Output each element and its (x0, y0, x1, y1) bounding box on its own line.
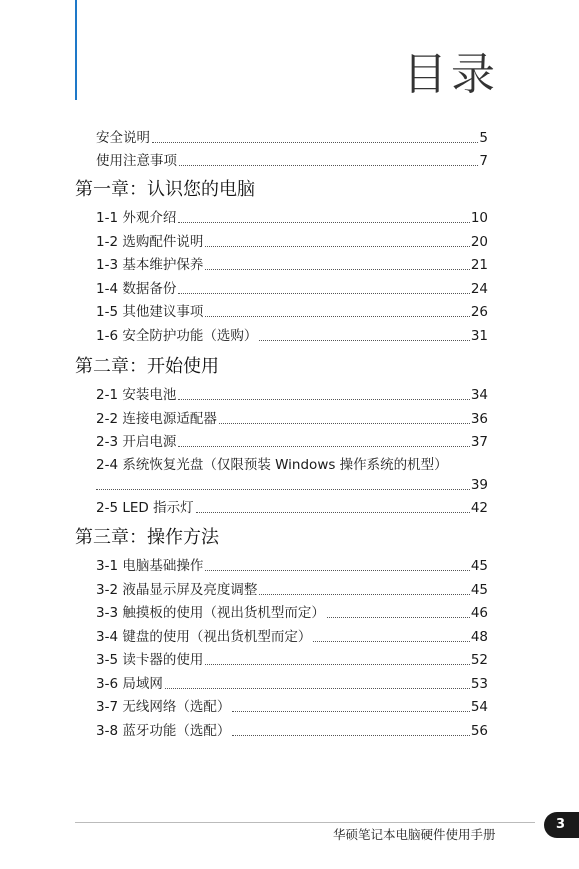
leader-dots (205, 570, 469, 571)
toc-entry-page: 54 (470, 699, 488, 715)
leader-dots (178, 222, 469, 223)
toc-entry[interactable] (96, 326, 488, 346)
toc-entry[interactable] (96, 232, 488, 252)
chapter-heading[interactable]: 第二章：开始使用 (75, 356, 219, 377)
toc-entry-page: 52 (470, 652, 488, 668)
toc-entry-label: 2-3 开启电源 (96, 434, 177, 450)
toc-entry-label: 3-1 电脑基础操作 (96, 558, 204, 574)
leader-dots (219, 423, 470, 424)
toc-entry[interactable] (96, 603, 488, 623)
toc-entry-label: 3-3 触摸板的使用（视出货机型而定） (96, 605, 325, 621)
toc-entry-label: 2-2 连接电源适配器 (96, 411, 217, 427)
toc-entry-page: 53 (470, 676, 488, 692)
toc-entry[interactable] (96, 721, 488, 741)
leader-dots (313, 641, 469, 642)
leader-dots (179, 165, 478, 166)
leader-dots (205, 316, 469, 317)
toc-entry[interactable] (96, 302, 488, 322)
toc-entry[interactable] (96, 255, 488, 275)
toc-entry[interactable] (96, 556, 488, 576)
toc-entry-page: 26 (470, 304, 488, 320)
leader-dots (165, 688, 470, 689)
toc-entry[interactable] (96, 128, 488, 148)
toc-entry[interactable] (96, 697, 488, 717)
toc-entry[interactable] (96, 627, 488, 647)
toc-entry-label: 3-4 键盘的使用（视出货机型而定） (96, 629, 312, 645)
leader-dots (178, 446, 469, 447)
leader-dots (205, 269, 469, 270)
toc-entry-page: 45 (470, 558, 488, 574)
toc-entry-label: 1-6 安全防护功能（选购） (96, 328, 258, 344)
toc-entry[interactable] (96, 385, 488, 405)
toc-entry-label: 2-4 系统恢复光盘（仅限预装 Windows 操作系统的机型） (96, 457, 448, 473)
toc-entry[interactable] (96, 409, 488, 429)
leader-dots (232, 711, 469, 712)
toc-entry[interactable] (96, 650, 488, 670)
toc-entry-label: 3-6 局域网 (96, 676, 163, 692)
toc-entry-label: 1-2 选购配件说明 (96, 234, 204, 250)
chapter-heading[interactable]: 第三章：操作方法 (75, 527, 219, 548)
toc-entry-label: 1-5 其他建议事项 (96, 304, 204, 320)
page-number-badge: 3 (544, 812, 579, 838)
leader-dots (178, 293, 469, 294)
toc-entry-label: 1-1 外观介绍 (96, 210, 177, 226)
toc-entry-page: 21 (470, 257, 488, 273)
toc-entry[interactable] (96, 498, 488, 518)
toc-entry-label: 使用注意事项 (96, 153, 177, 169)
toc-entry-page: 36 (470, 411, 488, 427)
toc-entry-page: 42 (470, 500, 488, 516)
toc-entry-page: 39 (470, 477, 488, 493)
leader-dots (327, 617, 470, 618)
toc-entry[interactable] (96, 455, 506, 495)
toc-entry-label: 3-7 无线网络（选配） (96, 699, 231, 715)
chapter-heading[interactable]: 第一章：认识您的电脑 (75, 179, 255, 200)
toc-entry-page: 7 (479, 153, 488, 169)
footer-divider (75, 822, 535, 823)
toc-entry-page: 45 (470, 582, 488, 598)
toc-entry-page: 31 (470, 328, 488, 344)
toc-entry-page: 56 (470, 723, 488, 739)
toc-entry-label: 3-2 液晶显示屏及亮度调整 (96, 582, 258, 598)
leader-dots (232, 735, 469, 736)
toc-entry-page: 46 (470, 605, 488, 621)
page-title: 目录 (403, 49, 499, 100)
leader-dots (196, 512, 470, 513)
toc-entry-label: 安全说明 (96, 130, 150, 146)
toc-entry-page: 48 (470, 629, 488, 645)
toc-entry[interactable] (96, 580, 488, 600)
leader-dots (205, 664, 469, 665)
toc-entry[interactable] (96, 432, 488, 452)
toc-entry-page: 34 (470, 387, 488, 403)
toc-entry-page: 37 (470, 434, 488, 450)
toc-entry-page: 24 (470, 281, 488, 297)
toc-entry-label: 3-8 蓝牙功能（选配） (96, 723, 231, 739)
leader-dots (259, 340, 469, 341)
toc-entry-label: 1-3 基本维护保养 (96, 257, 204, 273)
toc-entry-page: 5 (479, 130, 488, 146)
toc-entry-page: 10 (470, 210, 488, 226)
leader-dots (259, 594, 469, 595)
toc-entry-label: 3-5 读卡器的使用 (96, 652, 204, 668)
toc-entry-label: 1-4 数据备份 (96, 281, 177, 297)
toc-entry[interactable] (96, 674, 488, 694)
toc-entry-label: 2-5 LED 指示灯 (96, 500, 194, 516)
leader-dots (96, 489, 470, 490)
leader-dots (178, 399, 469, 400)
accent-rule (75, 0, 77, 100)
leader-dots (205, 246, 469, 247)
toc-entry[interactable] (96, 151, 488, 171)
toc-entry-page: 20 (470, 234, 488, 250)
toc-entry[interactable] (96, 208, 488, 228)
toc-entry[interactable] (96, 279, 488, 299)
toc-entry-label: 2-1 安装电池 (96, 387, 177, 403)
footer-manual-title: 华硕笔记本电脑硬件使用手册 (333, 827, 496, 842)
leader-dots (152, 142, 478, 143)
